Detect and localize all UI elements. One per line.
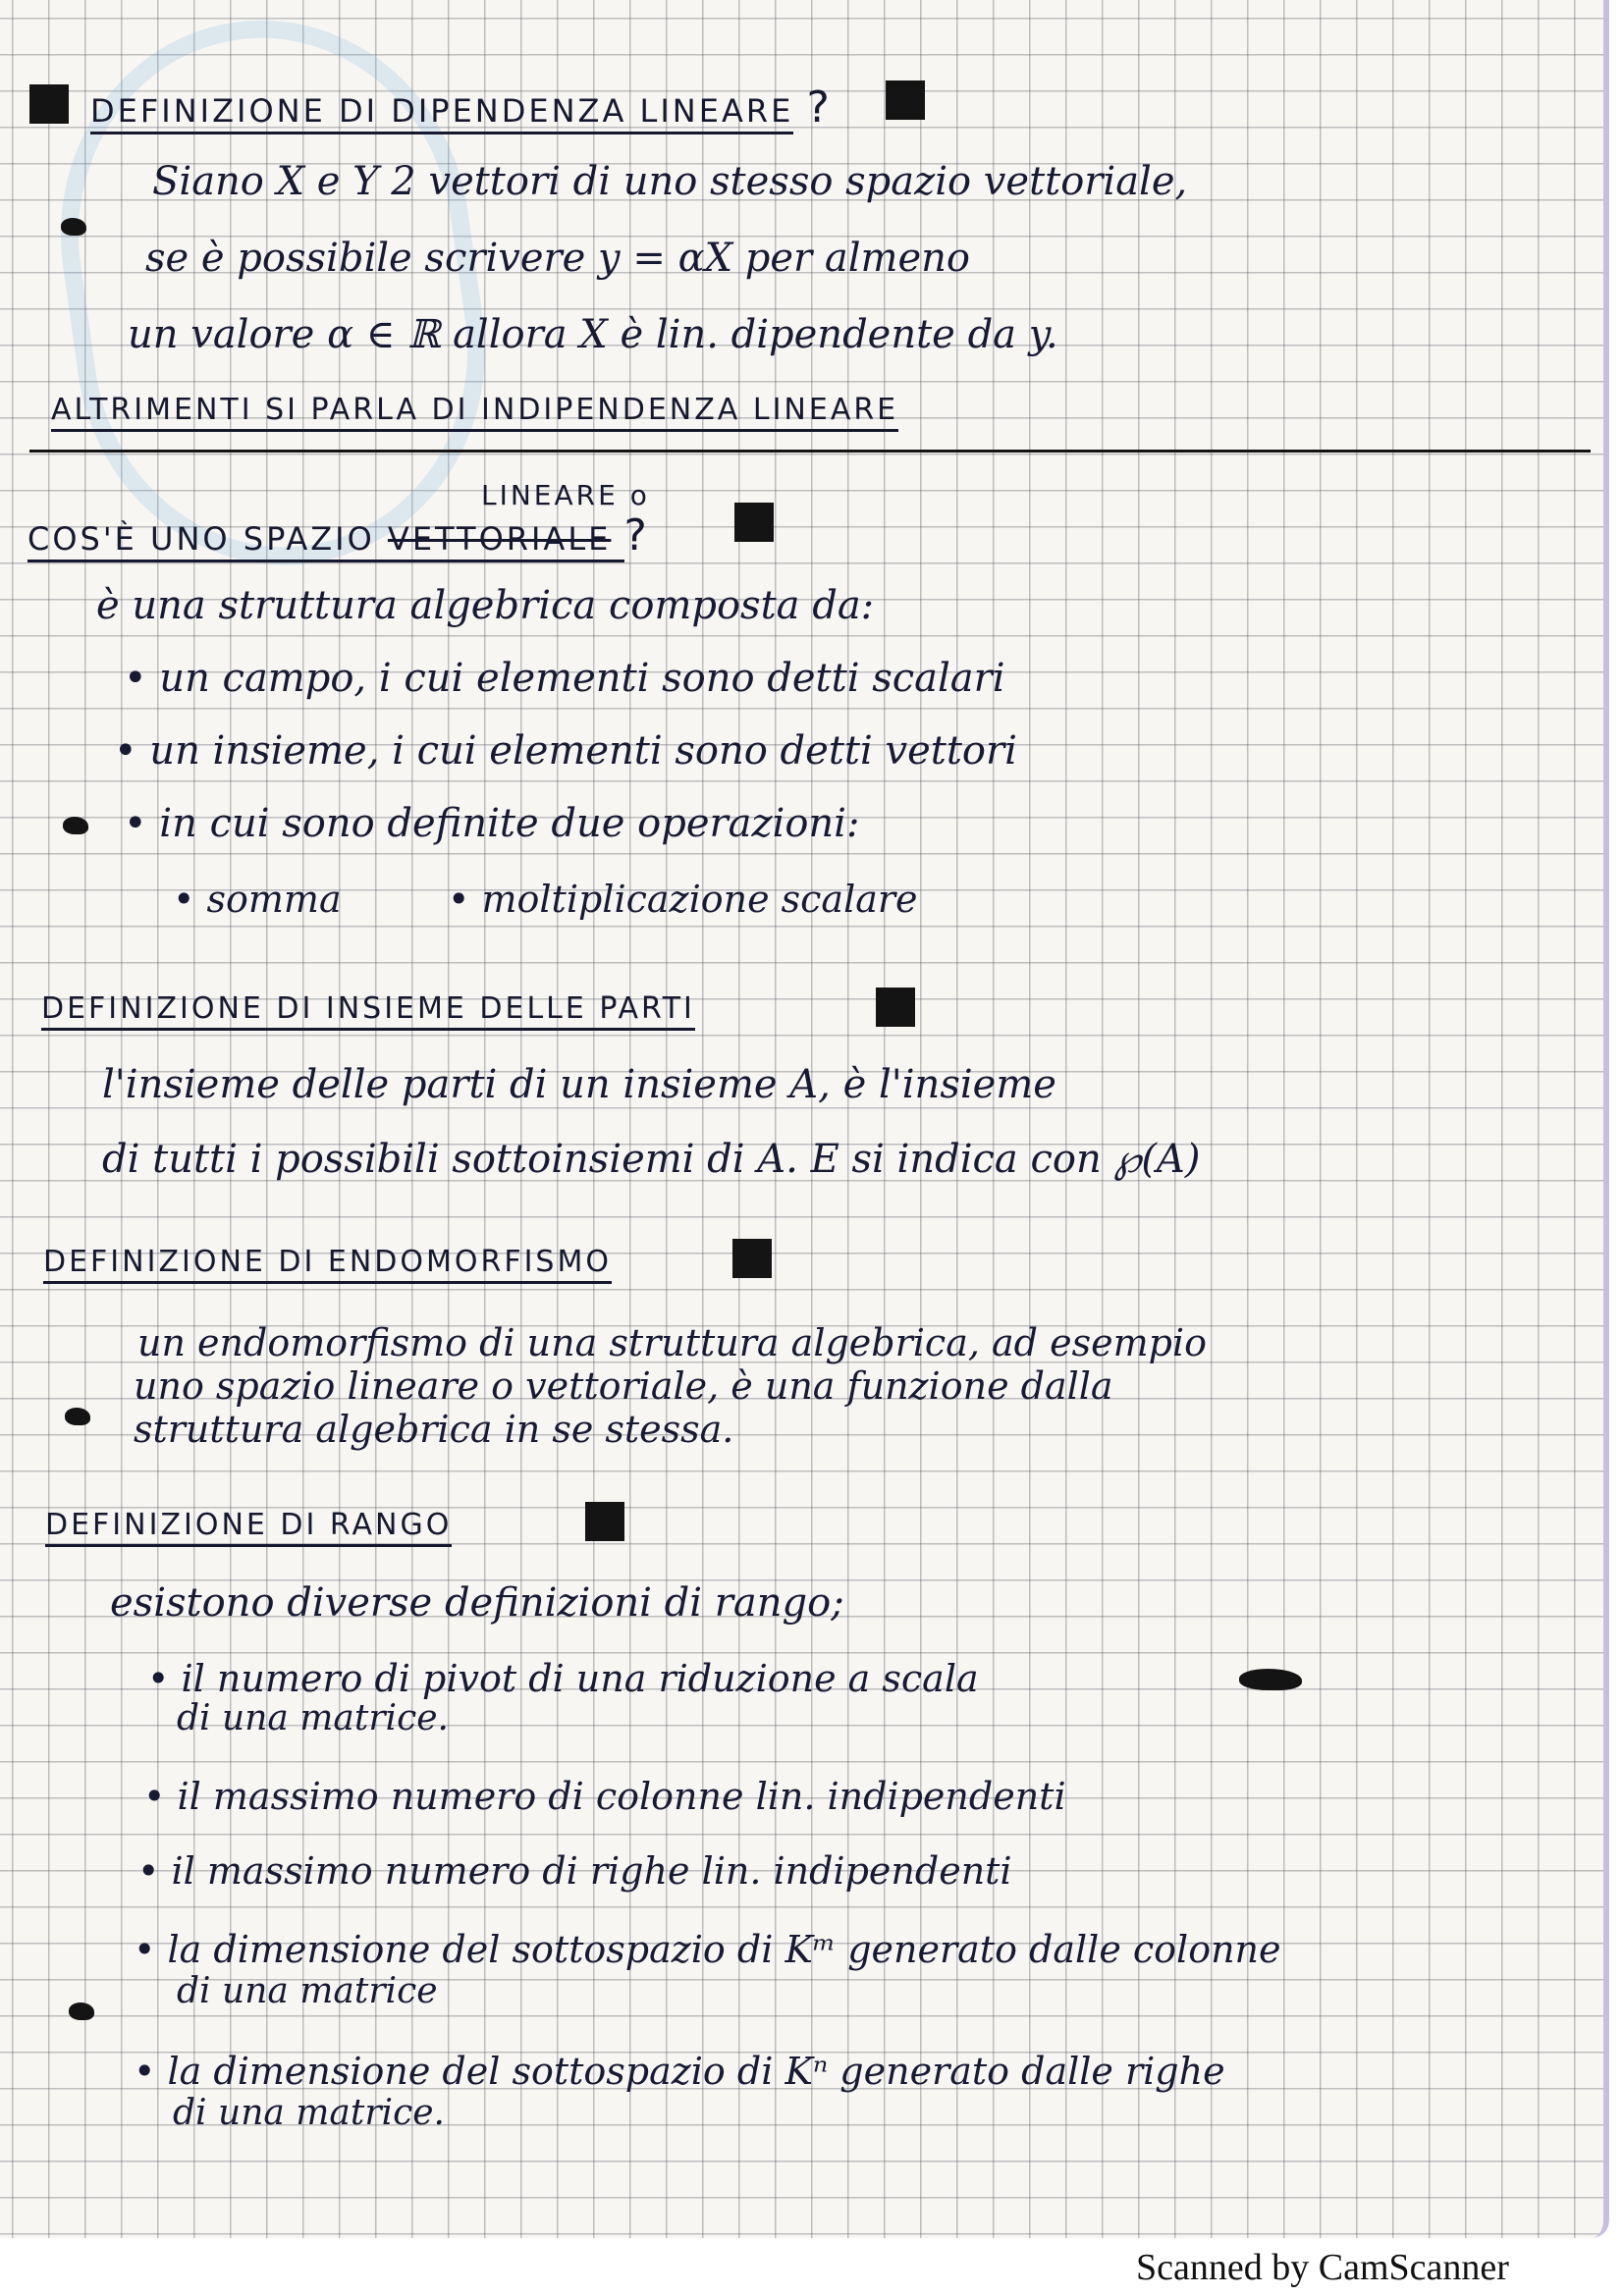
section-marker (29, 84, 69, 124)
section4-heading: DEFINIZIONE DI ENDOMORFISMO (43, 1245, 612, 1279)
section4-line-3: struttura algebrica in se stessa. (134, 1408, 734, 1451)
section5-item-5: • la dimensione del sottospazio di Kⁿ generato dalle righe (134, 2050, 1225, 2093)
section5-item-4: • la dimensione del sottospazio di Kᵐ generato dalle colonne (134, 1928, 1281, 1971)
section2-op-2: • moltiplicazione scalare (448, 878, 918, 921)
section3-line-1: l'insieme delle parti di un insieme A, è l'insieme (102, 1062, 1056, 1107)
section-marker (732, 1239, 772, 1278)
ink-blot (1239, 1669, 1302, 1690)
section-marker (585, 1502, 624, 1541)
section2-bullet-2: • un insieme, i cui elementi sono detti vettori (114, 728, 1017, 774)
section5-item-3: • il massimo numero di righe lin. indipendenti (137, 1849, 1012, 1893)
section2-bullet-3: • in cui sono definite due operazioni: (124, 801, 860, 846)
section2-insert: LINEARE o (481, 479, 650, 511)
ink-blot (65, 1408, 90, 1425)
section5-item-2: • il massimo numero di colonne lin. indipendenti (143, 1775, 1066, 1818)
section-marker (876, 988, 915, 1027)
section1-line-2: se è possibile scrivere y = αX per almeno (145, 236, 970, 281)
section5-item-4-cont: di una matrice (177, 1971, 438, 2011)
ink-blot (61, 218, 86, 236)
section5-item-1: • il numero di pivot di una riduzione a scala (147, 1657, 979, 1700)
section5-intro: esistono diverse definizioni di rango; (110, 1580, 844, 1626)
section1-heading: DEFINIZIONE DI DIPENDENZA LINEARE ? (90, 82, 833, 133)
section3-heading: DEFINIZIONE DI INSIEME DELLE PARTI (41, 991, 695, 1026)
section1-footer: ALTRIMENTI SI PARLA DI INDIPENDENZA LINEARE (51, 393, 898, 427)
section1-line-3: un valore α ∈ ℝ allora X è lin. dipendente da y. (128, 312, 1058, 357)
section5-item-1-cont: di una matrice. (177, 1698, 449, 1738)
section1-line-1: Siano X e Y 2 vettori di uno stesso spazio vettoriale, (152, 159, 1188, 204)
section-marker (734, 503, 774, 542)
section2-bullet-1: • un campo, i cui elementi sono detti scalari (124, 656, 1005, 701)
section2-op-1: • somma (173, 878, 342, 921)
section5-item-5-cont: di una matrice. (173, 2093, 445, 2133)
divider (29, 450, 1591, 453)
section5-heading: DEFINIZIONE DI RANGO (45, 1508, 452, 1542)
section2-heading: COS'È UNO SPAZIO VETTORIALE ? (27, 510, 650, 561)
section4-line-2: uno spazio lineare o vettoriale, è una funzione dalla (134, 1364, 1113, 1408)
section2-intro: è una struttura algebrica composta da: (96, 583, 875, 628)
ink-blot (69, 2002, 94, 2020)
ink-blot (63, 817, 88, 834)
section3-line-2: di tutti i possibili sottoinsiemi di A. E si indica con ℘(A) (102, 1137, 1201, 1182)
section4-line-1: un endomorfismo di una struttura algebrica, ad esempio (137, 1321, 1207, 1364)
section-marker (886, 80, 925, 120)
scanner-footer: Scanned by CamScanner (1136, 2247, 1509, 2288)
